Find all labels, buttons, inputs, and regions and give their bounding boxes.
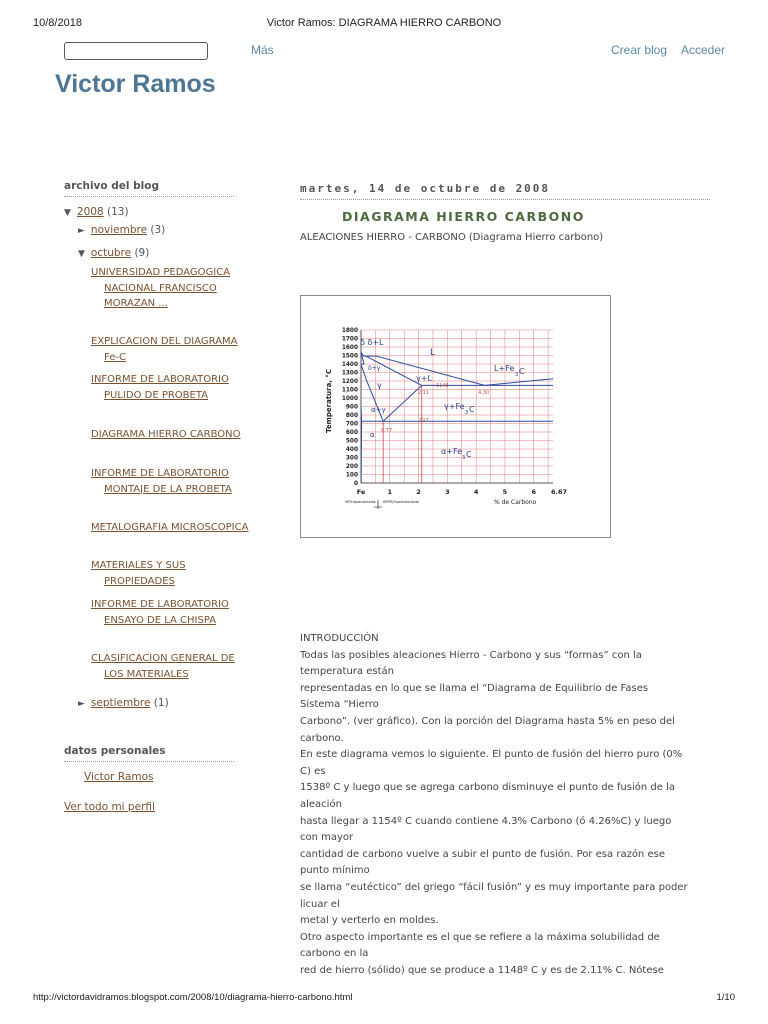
body-text-line: carbono en la [300, 948, 369, 960]
archive-month-octubre [78, 247, 149, 259]
temp-727-label: 727 [419, 418, 429, 424]
print-page-title: Victor Ramos: DIAGRAMA HIERRO CARBONO [266, 17, 502, 29]
x-tick-label: 6.67 [550, 488, 568, 496]
carbon-2-11-label: 2.11 [418, 390, 430, 396]
post-date-header: martes, 14 de octubre de 2008 [300, 182, 710, 200]
y-tick-label: 800 [345, 413, 358, 419]
y-tick-label: 1300 [341, 370, 358, 377]
archive-month-link[interactable]: septiembre [90, 697, 151, 709]
collapse-arrow-icon[interactable]: ▼ [64, 208, 71, 218]
hiper-label: HIPER/Hipereutectoide [383, 500, 420, 504]
body-heading: INTRODUCCIÓN [300, 633, 379, 644]
archive-heading: archivo del blog [64, 180, 234, 197]
delta-liquid-label: δ δ+L [360, 338, 384, 347]
archive-post-link[interactable]: EXPLICACION DEL DIAGRAMA Fe-C [91, 336, 238, 363]
collapse-arrow-icon[interactable]: ▼ [78, 249, 85, 259]
print-url: http://victordavidramos.blogspot.com/2008/10/diagrama-hierro-carbono.html [33, 992, 353, 1003]
y-tick-label: 1600 [341, 345, 358, 351]
expand-arrow-icon[interactable]: ► [78, 699, 85, 709]
phase-boundary [361, 405, 362, 421]
blog-title[interactable]: Victor Ramos [55, 70, 216, 98]
body-text-line: punto mínimo [300, 865, 370, 877]
archive-month-count: (1) [153, 697, 169, 709]
x-tick-label: 1 [387, 488, 393, 496]
body-text-line: C) es [300, 765, 326, 777]
x-tick-labels [357, 488, 567, 496]
archive-post-link[interactable]: METALOGRAFIA MICROSCOPICA [91, 522, 249, 533]
post-subtitle: ALEACIONES HIERRO - CARBONO (Diagrama Hierro carbono) [300, 232, 604, 243]
archive-month-link[interactable]: noviembre [90, 224, 148, 236]
body-text-line: temperatura están [300, 666, 394, 678]
body-text-line: con mayor [300, 832, 354, 844]
archive-post-link[interactable]: UNIVERSIDAD PEDAGOGICA NACIONAL FRANCISCO MORAZAN ... [91, 267, 231, 310]
body-text-line: representadas en lo que se llama el “Diagrama de Equilibrio de Fases [300, 682, 649, 694]
x-tick-label: 3 [445, 488, 450, 496]
liquid-label: L [430, 348, 436, 358]
carbon-0-77-label: 0.77 [381, 428, 393, 434]
body-text-line: 1538º C y luego que se agrega carbono disminuye el punto de fusión de la [300, 782, 675, 794]
archive-post-link[interactable]: INFORME DE LABORATORIO ENSAYO DE LA CHISPA [91, 599, 229, 626]
temp-1148-label: 1148 [436, 383, 449, 389]
archive-post-link[interactable]: DIAGRAMA HIERRO CARBONO [91, 429, 241, 440]
y-tick-label: 700 [345, 421, 358, 428]
archive-post-link[interactable]: CLASIFICACION GENERAL DE LOS MATERIALES [91, 653, 235, 680]
alpha-cementite-subscript: 3 [462, 455, 466, 461]
archive-month-noviembre [78, 224, 165, 236]
alpha-gamma-label: α+γ [371, 406, 386, 414]
y-tick-label: 500 [345, 438, 358, 445]
y-tick-label: 600 [345, 430, 358, 436]
search-input[interactable] [64, 42, 208, 60]
archive-month-septiembre [78, 697, 169, 709]
body-text-line: cantidad de carbono vuelve a subir el punto de fusión. Por esa razón ese [300, 848, 665, 860]
y-tick-label: 1000 [341, 396, 358, 402]
y-tick-label: 1800 [341, 328, 358, 334]
x-tick-label: 4 [473, 488, 479, 496]
phase-boundary [383, 385, 422, 421]
y-tick-label: 1500 [341, 353, 358, 360]
x-tick-label: 5 [502, 488, 508, 496]
gamma-cementite-subscript: 3 [465, 410, 469, 416]
expand-arrow-icon[interactable]: ► [78, 226, 85, 236]
body-text-line: carbono. [300, 732, 344, 744]
body-text-line: metal y verterlo en moldes. [300, 915, 439, 927]
gamma-cementite-label: γ+Fe [444, 402, 465, 411]
y-tick-labels [342, 328, 358, 487]
phase-labels [360, 338, 525, 461]
body-text-line: Carbono”. (ver gráfico). Con la porción del Diagrama hasta 5% en peso del [300, 715, 675, 727]
archive-post-link[interactable]: INFORME DE LABORATORIO MONTAJE DE LA PROBETA [91, 468, 232, 495]
profile-heading: datos personales [64, 745, 234, 762]
print-date: 10/8/2018 [33, 17, 82, 29]
y-axis-title: Temperatura, °C [325, 368, 333, 434]
acceder-link[interactable]: Acceder [681, 43, 726, 57]
body-text-line: licuar el [300, 898, 340, 910]
archive-year-2008 [64, 206, 129, 218]
body-text-line: se llama “eutéctico” del griego “fácil fusión” y es muy importante para poder [300, 881, 688, 893]
post-title[interactable]: DIAGRAMA HIERRO CARBONO [342, 209, 585, 224]
gamma-cementite-carbon: C [469, 405, 475, 414]
archive-post-link[interactable]: INFORME DE LABORATORIO PULIDO DE PROBETA [91, 374, 229, 401]
archive-month-link[interactable]: octubre [90, 247, 132, 259]
y-tick-label: 1200 [341, 379, 358, 385]
x-tick-label: 2 [416, 488, 421, 496]
profile-name-link[interactable]: Victor Ramos [84, 771, 154, 783]
alpha-label: α [370, 431, 375, 439]
iron-carbon-diagram-image[interactable] [300, 295, 611, 538]
view-full-profile-link[interactable]: Ver todo mi perfil [64, 801, 155, 813]
y-tick-label: 1100 [341, 387, 358, 394]
body-text-line: aleación [300, 798, 342, 810]
archive-year-link[interactable]: 2008 [76, 206, 104, 218]
gamma-label: γ [377, 381, 382, 390]
body-text-line: hasta llegar a 1154º C cuando contiene 4.3% Carbono (ó 4.26%C) y luego [300, 815, 672, 827]
mas-link[interactable]: Más [251, 43, 274, 57]
y-tick-label: 1400 [341, 362, 358, 368]
x-tick-label: Fe [356, 488, 366, 496]
liquid-cementite-label: L+Fe [494, 364, 515, 373]
carbon-4-30-label: 4.30 [478, 390, 490, 396]
archive-month-count: (3) [150, 224, 166, 236]
body-text-line: red de hierro (sólido) que se produce a 1148º C y es de 2.11% C. Nótese [300, 964, 664, 976]
blogger-navbar [0, 40, 768, 64]
y-tick-label: 200 [345, 464, 358, 470]
print-footer [0, 992, 768, 1006]
alpha-cementite-carbon: C [466, 450, 472, 459]
body-text-line: Sistema “Hierro [300, 699, 379, 711]
liquid-cementite-subscript: 3 [515, 372, 519, 378]
y-tick-label: 0 [353, 481, 358, 487]
y-tick-label: 100 [345, 472, 358, 479]
liquid-cementite-carbon: C [519, 367, 525, 376]
crear-blog-link[interactable]: Crear blog [611, 43, 668, 57]
body-text-line: En este diagrama vemos lo siguiente. El punto de fusión del hierro puro (0% [300, 749, 683, 761]
post-body [300, 631, 720, 979]
y-tick-label: 300 [345, 455, 358, 462]
archive-month-count: (9) [134, 247, 150, 259]
y-tick-label: 900 [345, 404, 358, 411]
x-axis-title: % de Carbono [494, 499, 537, 506]
gamma-liquid-label: γ+L [416, 374, 432, 383]
archive-post-link[interactable]: MATERIALES Y SUS PROPIEDADES [91, 560, 186, 587]
delta-gamma-label: δ+γ [368, 365, 381, 372]
body-text-line: Otro aspecto importante es el que se refiere a la máxima solubilidad de [300, 931, 660, 943]
y-tick-label: 400 [345, 447, 358, 453]
archive-year-count: (13) [107, 206, 129, 218]
body-text-line: Todas las posibles aleaciones Hierro - Carbono y sus “formas” con la [300, 649, 642, 661]
alpha-cementite-label: α+Fe [441, 447, 463, 456]
phase-diagram-svg [301, 296, 610, 537]
x-tick-label: 6 [531, 488, 536, 496]
print-page-number: 1/10 [716, 992, 735, 1003]
y-tick-label: 1700 [341, 336, 358, 343]
hipo-label: HIP/Hipoeutectoide [345, 500, 376, 504]
print-header [0, 17, 768, 31]
